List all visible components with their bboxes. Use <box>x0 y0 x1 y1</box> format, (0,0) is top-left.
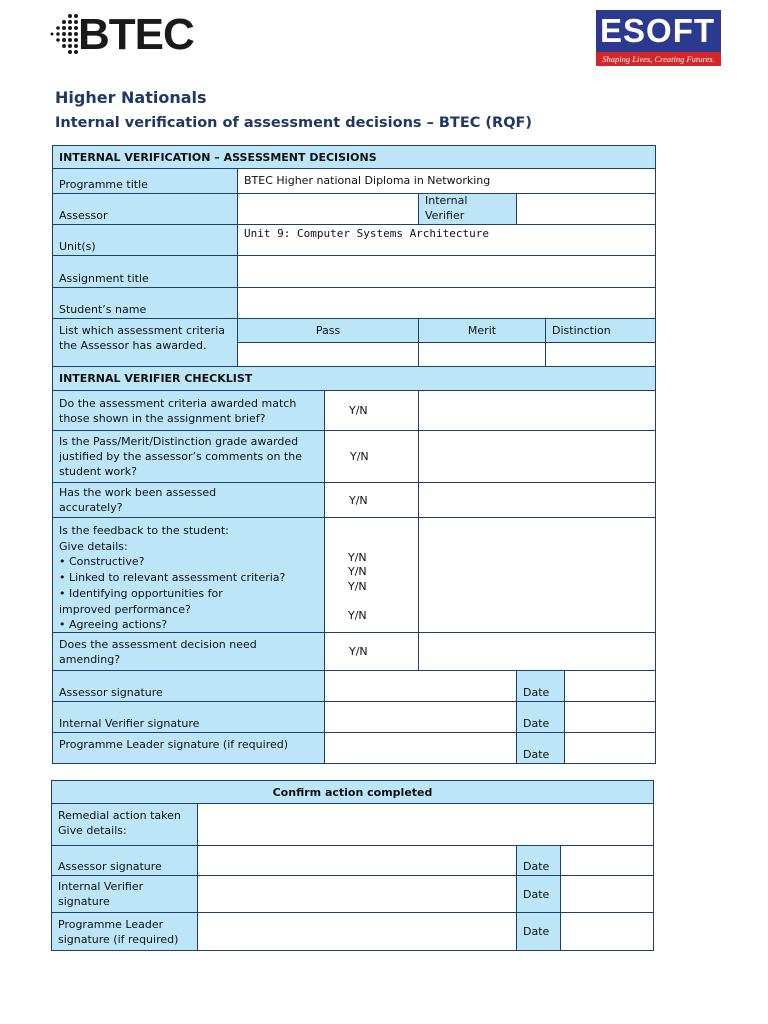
esoft-tagline: Shaping Lives, Creating Futures. <box>596 52 721 66</box>
assessor-field[interactable] <box>237 193 419 225</box>
assignment-title-label: Assignment title <box>52 255 238 288</box>
btec-logo-dots <box>50 12 80 62</box>
remedial-action-field[interactable] <box>197 803 654 846</box>
date-label: Date <box>516 701 565 733</box>
checklist-comment-field[interactable] <box>418 632 656 671</box>
checklist-question-assessed-accurately: Has the work been assessed accurately? <box>52 482 325 518</box>
feedback-yn-agreeing[interactable]: Y/N <box>348 609 367 622</box>
btec-logo: BTEC <box>78 10 194 59</box>
checklist-comment-field[interactable] <box>418 482 656 518</box>
students-name-field[interactable] <box>237 287 656 319</box>
merit-field[interactable] <box>418 342 546 367</box>
programme-title-label: Programme title <box>52 168 238 194</box>
confirm-assessor-signature-label: Assessor signature <box>51 845 198 876</box>
confirm-heading: Confirm action completed <box>51 780 654 804</box>
feedback-yn-linked[interactable]: Y/N <box>348 565 367 578</box>
page-title: Higher Nationals <box>55 88 207 107</box>
date-field[interactable] <box>564 670 656 702</box>
confirm-pl-signature-label: Programme Leader signature (if required) <box>51 912 198 951</box>
iv-signature-field[interactable] <box>324 701 517 733</box>
merit-header: Merit <box>418 318 546 343</box>
date-label: Date <box>516 875 561 913</box>
checklist-answer-feedback[interactable] <box>324 517 419 633</box>
units-field[interactable]: Unit 9: Computer Systems Architecture <box>237 224 656 256</box>
date-label: Date <box>516 845 561 876</box>
date-label: Date <box>516 670 565 702</box>
assessor-signature-label: Assessor signature <box>52 670 325 702</box>
checklist-answer-yn[interactable]: Y/N <box>324 482 419 518</box>
confirm-iv-signature-field[interactable] <box>197 875 517 913</box>
checklist-heading: INTERNAL VERIFIER CHECKLIST <box>52 366 656 391</box>
decisions-heading: INTERNAL VERIFICATION – ASSESSMENT DECISIONS <box>52 145 656 169</box>
checklist-answer-yn[interactable]: Y/N <box>324 390 419 431</box>
date-field[interactable] <box>564 701 656 733</box>
internal-verifier-field[interactable] <box>516 193 656 225</box>
date-label: Date <box>516 732 565 764</box>
units-label: Unit(s) <box>52 224 238 256</box>
checklist-answer-yn[interactable]: Y/N <box>324 632 419 671</box>
distinction-header: Distinction <box>545 318 656 343</box>
internal-verifier-label: Internal Verifier <box>418 193 517 225</box>
checklist-comment-field[interactable] <box>418 390 656 431</box>
checklist-question-feedback: Is the feedback to the student: Give details: • Constructive? • Linked to relevant assessment criteria? • Identifying opportunities for improved performance? • Agreeing actions? <box>52 517 325 633</box>
checklist-comment-field[interactable] <box>418 517 656 633</box>
pass-header: Pass <box>237 318 419 343</box>
date-field[interactable] <box>560 875 654 913</box>
date-field[interactable] <box>560 912 654 951</box>
checklist-comment-field[interactable] <box>418 430 656 483</box>
checklist-question-grade-justified: Is the Pass/Merit/Distinction grade awarded justified by the assessor’s comments on the student work? <box>52 430 325 483</box>
pl-signature-label: Programme Leader signature (if required) <box>52 732 325 764</box>
checklist-answer-yn[interactable]: Y/N <box>324 430 419 483</box>
confirm-iv-signature-label: Internal Verifier signature <box>51 875 198 913</box>
distinction-field[interactable] <box>545 342 656 367</box>
feedback-yn-constructive[interactable]: Y/N <box>348 551 367 564</box>
remedial-action-label: Remedial action taken Give details: <box>51 803 198 846</box>
pl-signature-field[interactable] <box>324 732 517 764</box>
date-field[interactable] <box>560 845 654 876</box>
assignment-title-field[interactable] <box>237 255 656 288</box>
confirm-assessor-signature-field[interactable] <box>197 845 517 876</box>
date-field[interactable] <box>564 732 656 764</box>
pass-field[interactable] <box>237 342 419 367</box>
assessor-label: Assessor <box>52 193 238 225</box>
assessor-signature-field[interactable] <box>324 670 517 702</box>
students-name-label: Student’s name <box>52 287 238 319</box>
feedback-yn-opportunities[interactable]: Y/N <box>348 580 367 593</box>
esoft-logo-text: ESOFT <box>600 12 716 49</box>
page-subtitle: Internal verification of assessment decisions – BTEC (RQF) <box>55 115 533 131</box>
date-label: Date <box>516 912 561 951</box>
programme-title-field[interactable]: BTEC Higher national Diploma in Networking <box>237 168 656 194</box>
confirm-pl-signature-field[interactable] <box>197 912 517 951</box>
criteria-awarded-label: List which assessment criteria the Assessor has awarded. <box>52 318 238 367</box>
checklist-question-amending: Does the assessment decision need amending? <box>52 632 325 671</box>
checklist-question-criteria-match: Do the assessment criteria awarded match those shown in the assignment brief? <box>52 390 325 431</box>
iv-signature-label: Internal Verifier signature <box>52 701 325 733</box>
esoft-logo <box>596 10 721 66</box>
